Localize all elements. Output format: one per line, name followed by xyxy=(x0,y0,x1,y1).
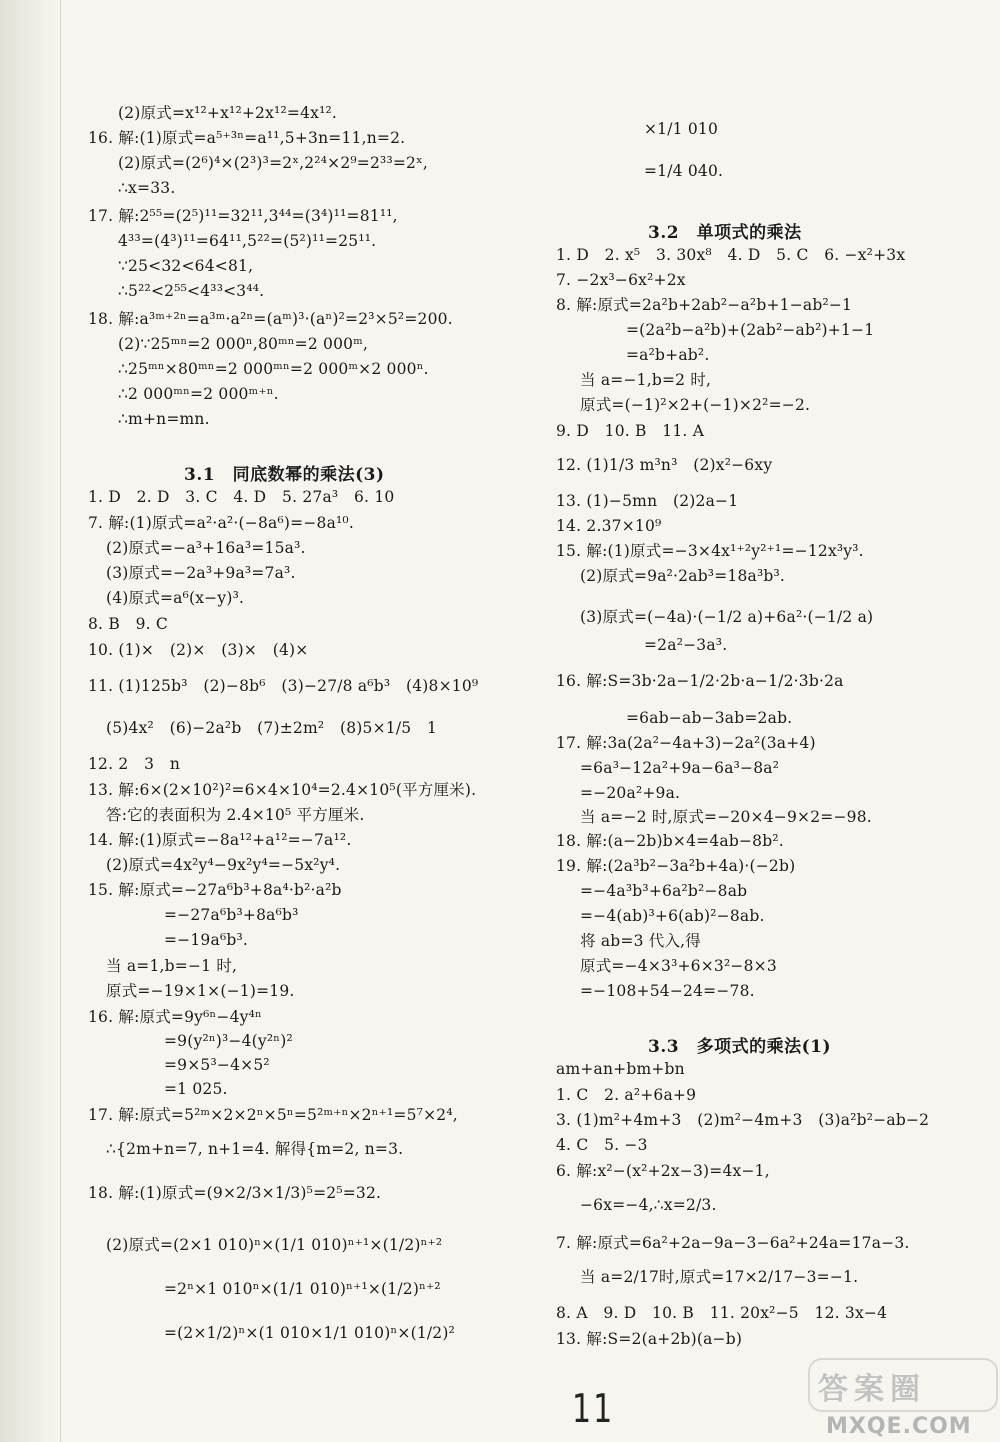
answer-line: −6x=−4,∴x=2/3. xyxy=(580,1196,717,1214)
answer-line: (3)原式=(−4a)·(−1/2 a)+6a²·(−1/2 a) xyxy=(580,608,874,626)
answer-line: 13. 解:S=2(a+2b)(a−b) xyxy=(556,1330,743,1348)
answer-line: =1/4 040. xyxy=(644,162,724,180)
answer-line: =−19a⁶b³. xyxy=(164,931,249,949)
answer-line: 将 ab=3 代入,得 xyxy=(580,932,701,950)
answer-line: (2)原式=x¹²+x¹²+2x¹²=4x¹². xyxy=(118,104,338,122)
answer-line: 7. −2x³−6x²+2x xyxy=(556,271,686,289)
answer-line: 原式=−19×1×(−1)=19. xyxy=(106,982,295,1000)
answer-line: ∴5²²<2⁵⁵<4³³<3⁴⁴. xyxy=(118,282,265,300)
answer-line: =(2a²b−a²b)+(2ab²−ab²)+1−1 xyxy=(626,321,875,339)
answer-line: 18. 解:(a−2b)b×4=4ab−8b². xyxy=(556,832,784,850)
answer-line: =−4a³b³+6a²b²−8ab xyxy=(580,882,748,900)
answer-line: 1. C 2. a²+6a+9 xyxy=(556,1086,697,1104)
answer-line: 8. B 9. C xyxy=(88,615,168,633)
answer-line: =9(y²ⁿ)³−4(y²ⁿ)² xyxy=(164,1032,293,1050)
answer-line: 当 a=−2 时,原式=−20×4−9×2=−98. xyxy=(580,808,872,826)
answer-line: =−4(ab)³+6(ab)²−8ab. xyxy=(580,907,765,925)
answer-line: 16. 解:(1)原式=a⁵⁺³ⁿ=a¹¹,5+3n=11,n=2. xyxy=(88,129,406,147)
answer-line: 19. 解:(2a³b²−3a²b+4a)·(−2b) xyxy=(556,857,796,875)
book-binding-shadow xyxy=(0,0,62,1442)
answer-line: 13. 解:6×(2×10²)²=6×4×10⁴=2.4×10⁵(平方厘米). xyxy=(88,781,477,799)
answer-line: 10. (1)× (2)× (3)× (4)× xyxy=(88,641,309,659)
answer-line: 16. 解:S=3b·2a−1/2·2b·a−1/2·3b·2a xyxy=(556,672,844,690)
answer-line: 8. A 9. D 10. B 11. 20x²−5 12. 3x−4 xyxy=(556,1304,888,1322)
answer-line: 7. 解:(1)原式=a²·a²·(−8a⁶)=−8a¹⁰. xyxy=(88,514,354,532)
answer-line: 17. 解:原式=5²ᵐ×2×2ⁿ×5ⁿ=5²ᵐ⁺ⁿ×2ⁿ⁺¹=5⁷×2⁴, xyxy=(88,1106,458,1124)
answer-line: =6ab−ab−3ab=2ab. xyxy=(626,709,793,727)
answer-line: 15. 解:原式=−27a⁶b³+8a⁴·b²·a²b xyxy=(88,881,342,899)
answer-line: ∴x=33. xyxy=(118,179,176,197)
answer-line: 当 a=2/17时,原式=17×2/17−3=−1. xyxy=(580,1268,859,1286)
answer-line: (2)原式=9a²·2ab³=18a³b³. xyxy=(580,567,786,585)
answer-line: 18. 解:(1)原式=(9×2/3×1/3)⁵=2⁵=32. xyxy=(88,1184,382,1202)
answer-line: 1. D 2. D 3. C 4. D 5. 27a³ 6. 10 xyxy=(88,488,395,506)
answer-line: =(2×1/2)ⁿ×(1 010×1/1 010)ⁿ×(1/2)² xyxy=(164,1324,456,1342)
answer-line: (2)原式=−a³+16a³=15a³. xyxy=(106,539,306,557)
section-title-3-3: 3.3 多项式的乘法(1) xyxy=(648,1037,831,1057)
section-title-3-1: 3.1 同底数幂的乘法(3) xyxy=(184,465,385,485)
answer-line: ∴25ᵐⁿ×80ᵐⁿ=2 000ᵐⁿ=2 000ᵐ×2 000ⁿ. xyxy=(118,360,429,378)
answer-line: =1 025. xyxy=(164,1080,228,1098)
answer-line: 答:它的表面积为 2.4×10⁵ 平方厘米. xyxy=(106,806,365,824)
answer-line: am+an+bm+bn xyxy=(556,1060,685,1078)
answer-line: 1. D 2. x⁵ 3. 30x⁸ 4. D 5. C 6. −x²+3x xyxy=(556,246,906,264)
answer-line: 4. C 5. −3 xyxy=(556,1136,648,1154)
answer-line: 12. 2 3 n xyxy=(88,755,181,773)
answer-line: =−108+54−24=−78. xyxy=(580,982,755,1000)
section-title-3-2: 3.2 单项式的乘法 xyxy=(648,223,802,243)
answer-line: 17. 解:3a(2a²−4a+3)−2a²(3a+4) xyxy=(556,734,816,752)
answer-line: ∵25<32<64<81, xyxy=(118,257,254,275)
answer-line: 当 a=1,b=−1 时, xyxy=(106,957,238,975)
answer-line: =9×5³−4×5² xyxy=(164,1056,270,1074)
page-number: 11 xyxy=(572,1386,615,1433)
answer-line: 17. 解:2⁵⁵=(2⁵)¹¹=32¹¹,3⁴⁴=(3⁴)¹¹=81¹¹, xyxy=(88,207,398,225)
answer-line: (2)原式=(2⁶)⁴×(2³)³=2ˣ,2²⁴×2⁹=2³³=2ˣ, xyxy=(118,154,429,172)
answer-line: =−27a⁶b³+8a⁶b³ xyxy=(164,906,299,924)
watermark-logo-text: 答案圈 xyxy=(818,1372,926,1407)
answer-line: (5)4x² (6)−2a²b (7)±2m² (8)5×1/5 1 xyxy=(106,719,438,737)
answer-line: 15. 解:(1)原式=−3×4x¹⁺²y²⁺¹=−12x³y³. xyxy=(556,542,864,560)
answer-line: =a²b+ab². xyxy=(626,346,710,364)
answer-line: 原式=−4×3³+6×3²−8×3 xyxy=(580,957,777,975)
answer-line: =−20a²+9a. xyxy=(580,784,681,802)
answer-line: =6a³−12a²+9a−6a³−8a² xyxy=(580,759,780,777)
answer-line: (2)原式=(2×1 010)ⁿ×(1/1 010)ⁿ⁺¹×(1/2)ⁿ⁺² xyxy=(106,1236,443,1254)
answer-line: 14. 2.37×10⁹ xyxy=(556,517,662,535)
answer-line: (2)原式=4x²y⁴−9x²y⁴=−5x²y⁴. xyxy=(106,856,341,874)
answer-line: 12. (1)1/3 m³n³ (2)x²−6xy xyxy=(556,456,773,474)
answer-line: =2a²−3a³. xyxy=(644,636,728,654)
answer-line: (2)∵25ᵐⁿ=2 000ⁿ,80ᵐⁿ=2 000ᵐ, xyxy=(118,335,369,353)
answer-line: 原式=(−1)²×2+(−1)×2²=−2. xyxy=(580,396,811,414)
answer-line: 当 a=−1,b=2 时, xyxy=(580,371,712,389)
answer-line: ∴2 000ᵐⁿ=2 000ᵐ⁺ⁿ. xyxy=(118,385,279,403)
answer-line: 18. 解:a³ᵐ⁺²ⁿ=a³ᵐ·a²ⁿ=(aᵐ)³·(aⁿ)²=2³×5²=200. xyxy=(88,310,453,328)
answer-line: 6. 解:x²−(x²+2x−3)=4x−1, xyxy=(556,1162,770,1180)
answer-line: ∴m+n=mn. xyxy=(118,410,210,428)
answer-line: 3. (1)m²+4m+3 (2)m²−4m+3 (3)a²b²−ab−2 xyxy=(556,1111,930,1129)
answer-line: ∴{2m+n=7, n+1=4. 解得{m=2, n=3. xyxy=(106,1140,404,1158)
watermark-site-text: MXQE.COM xyxy=(826,1414,972,1439)
answer-line: 16. 解:原式=9y⁶ⁿ−4y⁴ⁿ xyxy=(88,1008,262,1026)
answer-line: (4)原式=a⁶(x−y)³. xyxy=(106,589,245,607)
answer-line: 4³³=(4³)¹¹=64¹¹,5²²=(5²)¹¹=25¹¹. xyxy=(118,232,377,250)
watermark xyxy=(808,1358,994,1440)
answer-line: 14. 解:(1)原式=−8a¹²+a¹²=−7a¹². xyxy=(88,831,352,849)
answer-line: 7. 解:原式=6a²+2a−9a−3−6a²+24a=17a−3. xyxy=(556,1234,910,1252)
answer-line: 13. (1)−5mn (2)2a−1 xyxy=(556,492,739,510)
answer-line: 9. D 10. B 11. A xyxy=(556,422,705,440)
answer-line: =2ⁿ×1 010ⁿ×(1/1 010)ⁿ⁺¹×(1/2)ⁿ⁺² xyxy=(164,1280,441,1298)
answer-line: (3)原式=−2a³+9a³=7a³. xyxy=(106,564,296,582)
answer-line: ×1/1 010 xyxy=(644,120,719,138)
answer-line: 11. (1)125b³ (2)−8b⁶ (3)−27/8 a⁶b³ (4)8×10⁹ xyxy=(88,677,479,695)
answer-line: 8. 解:原式=2a²b+2ab²−a²b+1−ab²−1 xyxy=(556,296,853,314)
